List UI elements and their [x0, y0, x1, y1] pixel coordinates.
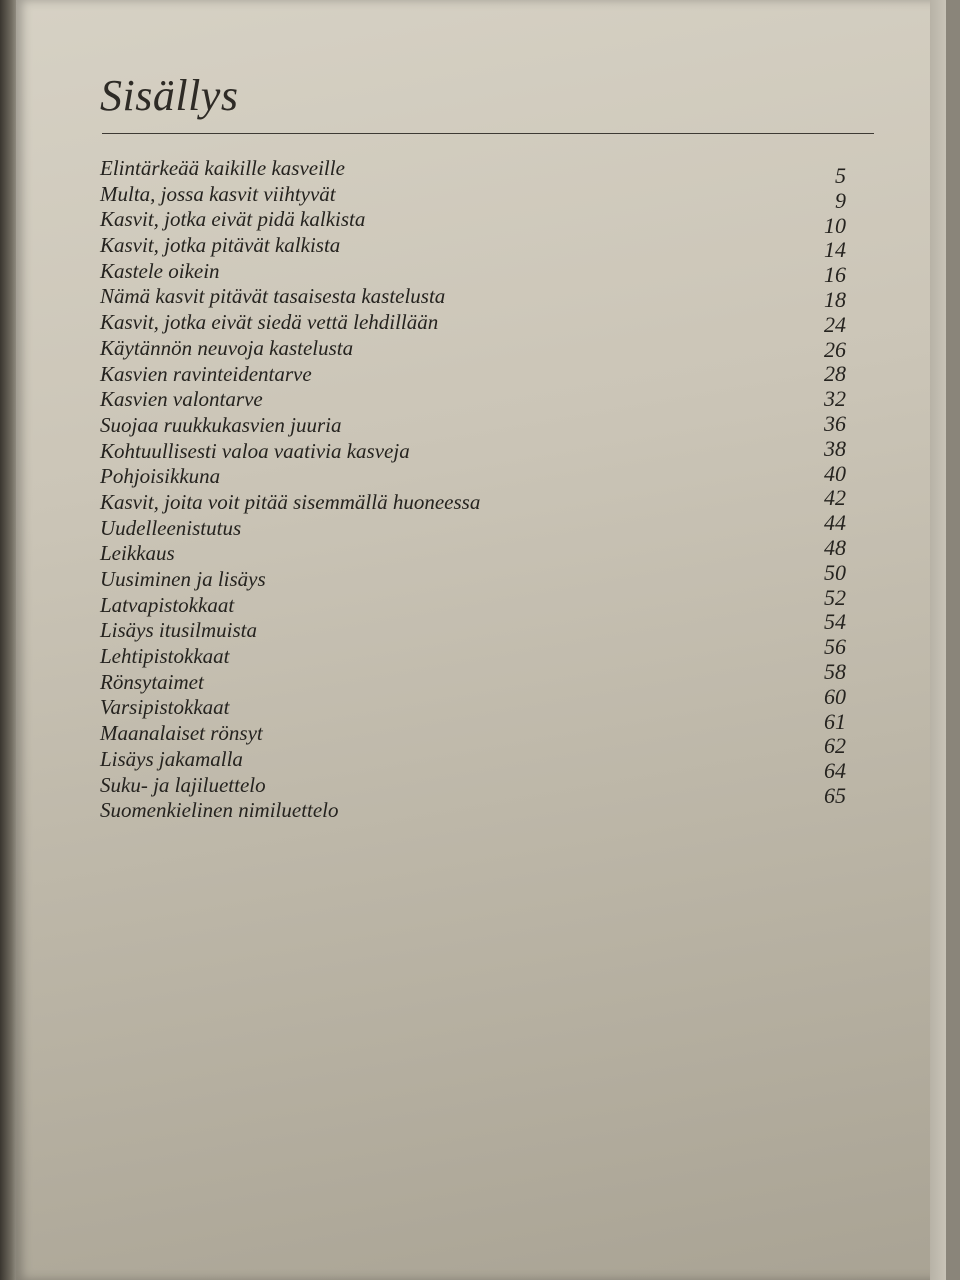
toc-entry-page: 9 [835, 187, 846, 213]
toc-entry-page: 5 [835, 163, 846, 188]
toc-entry-page: 50 [824, 559, 846, 585]
page-title: Sisällys [100, 71, 239, 120]
toc-entry-page: 18 [824, 286, 846, 312]
toc-entry-title: Nämä kasvit pitävät tasaisesta kastelusta [100, 284, 446, 309]
toc-entry-page: 61 [824, 708, 846, 734]
toc-entry-title: Suojaa ruukkukasvien juuria [100, 412, 342, 437]
page-right-edge [930, 0, 946, 1280]
toc-entry-title: Kasvien valontarve [100, 387, 263, 412]
toc-entry-title: Kasvit, jotka pitävät kalkista [100, 233, 341, 258]
toc-entry-title: Lisäys itusilmuista [100, 618, 257, 643]
toc-title-list [100, 156, 800, 824]
toc-entry-page: 52 [824, 584, 846, 610]
toc-entry-page: 32 [824, 386, 846, 412]
toc-entry-page: 56 [824, 634, 846, 660]
toc-entry-title: Rönsytaimet [100, 669, 204, 694]
toc-entry-page: 24 [824, 311, 846, 337]
toc-entry-title: Kastele oikein [100, 258, 220, 283]
toc-entry-page: 36 [824, 410, 846, 436]
toc-entry-title: Käytännön neuvoja kastelusta [100, 335, 354, 360]
toc-entry-page: 58 [824, 658, 846, 684]
toc-entry-title: Kasvit, jotka eivät siedä vettä lehdillään [100, 310, 439, 335]
toc-entry-page: 64 [824, 758, 846, 784]
toc-entry-title: Lehtipistokkaat [100, 644, 230, 669]
toc-entry-title: Uudelleenistutus [100, 515, 242, 540]
toc-entry-page: 16 [824, 262, 846, 288]
toc-entry-page: 44 [824, 510, 846, 536]
book-page [16, 0, 946, 1280]
toc-entry-title: Kasvien ravinteidentarve [100, 361, 312, 386]
toc-entry-title: Pohjoisikkuna [100, 464, 221, 489]
toc-entry-title: Suku- ja lajiluettelo [100, 772, 266, 797]
toc-entry-title: Latvapistokkaat [100, 592, 235, 617]
toc-entry-title: Varsipistokkaat [100, 695, 230, 720]
toc-entry-title: Elintärkeää kaikille kasveille [100, 156, 345, 180]
toc-entry-title: Multa, jossa kasvit viihtyvät [100, 181, 336, 206]
toc-entry-page: 54 [824, 609, 846, 635]
toc-entry-page: 42 [824, 485, 846, 511]
toc-entry-page: 14 [824, 237, 846, 263]
toc-entry-page: 62 [824, 733, 846, 759]
toc-entry-page: 40 [824, 460, 846, 486]
toc-entry-title: Leikkaus [100, 541, 175, 566]
toc-entry-page: 65 [824, 782, 846, 808]
toc-page-number-list [824, 164, 846, 809]
title-divider [102, 133, 874, 134]
toc-entry-page: 38 [824, 435, 846, 461]
toc-entry-title: Maanalaiset rönsyt [100, 721, 263, 746]
toc-entry-page: 48 [824, 534, 846, 560]
toc-entry-title: Suomenkielinen nimiluettelo [100, 798, 339, 823]
toc-entry-page: 10 [824, 212, 846, 238]
toc-entry-title: Kasvit, joita voit pitää sisemmällä huoneessa [100, 489, 481, 514]
toc-entry-title: Lisäys jakamalla [100, 746, 243, 771]
toc-entry-title: Uusiminen ja lisäys [100, 567, 266, 591]
toc-entry-page: 60 [824, 683, 846, 709]
toc-entry-title: Kohtuullisesti valoa vaativia kasveja [100, 438, 410, 463]
toc-entry-page: 28 [824, 361, 846, 387]
toc-entry-title: Kasvit, jotka eivät pidä kalkista [100, 207, 366, 232]
toc-entry-page: 26 [824, 336, 846, 362]
